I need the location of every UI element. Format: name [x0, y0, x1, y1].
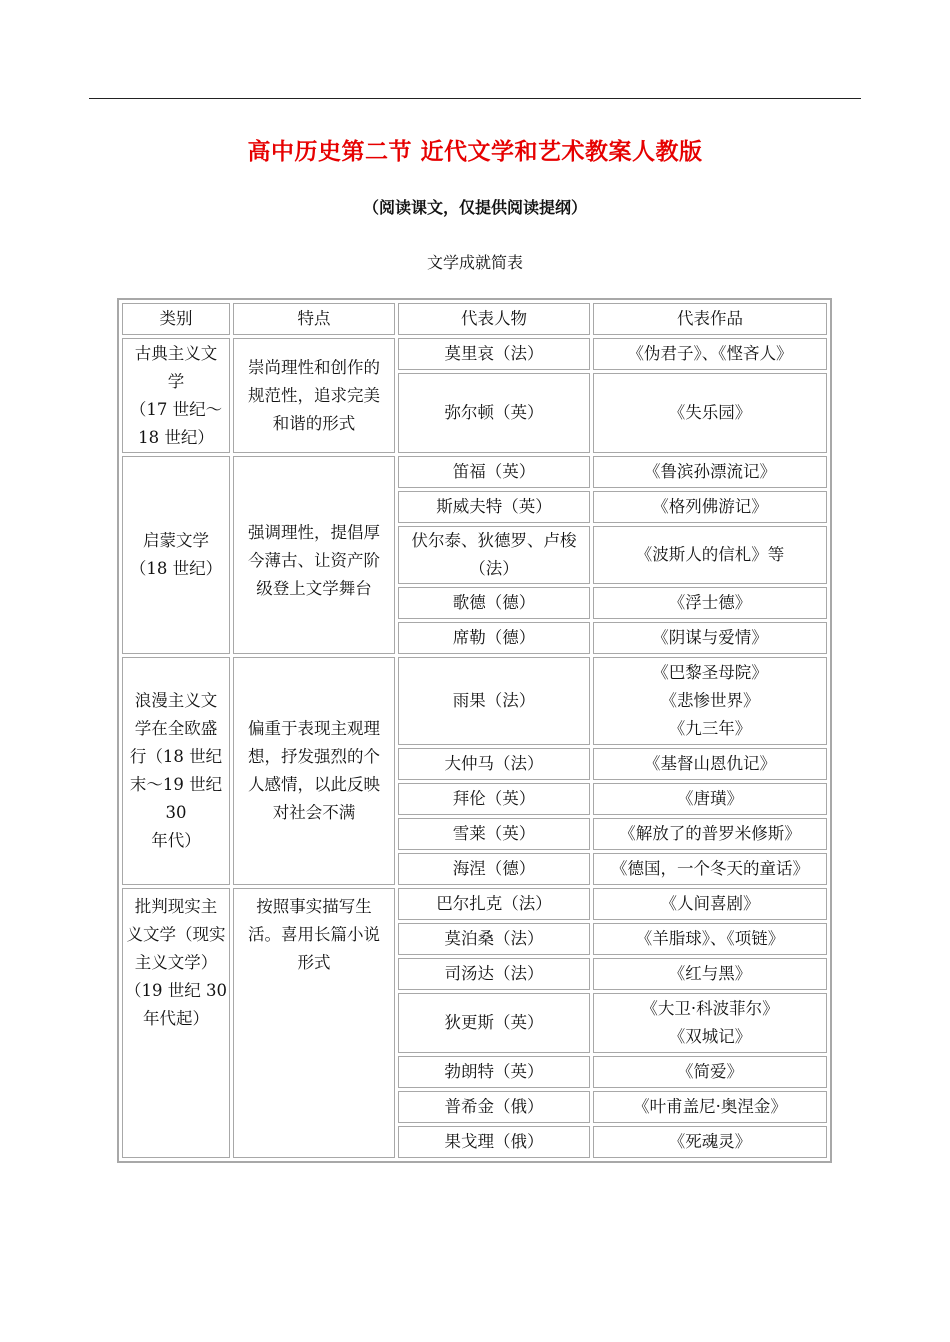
person-cell: 狄更斯（英）: [398, 993, 590, 1053]
page-subtitle: （阅读课文，仅提供阅读提纲）: [362, 198, 587, 217]
work-title: 《悲惨世界》: [660, 691, 760, 710]
category-line: 启蒙文学: [143, 531, 209, 550]
work-title: 《巴黎圣母院》: [652, 663, 768, 682]
table-row: [122, 456, 827, 488]
work-title: 《德国，一个冬天的童话》: [611, 859, 809, 878]
person-cell: 笛福（英）: [398, 456, 590, 488]
works-cell: [593, 338, 827, 370]
table-body: [122, 338, 827, 1158]
work-title: 《唐璜》: [677, 789, 743, 808]
work-title: 《鲁滨孙漂流记》: [644, 462, 776, 481]
feature-cell: [233, 888, 395, 1158]
table-row: [122, 338, 827, 370]
works-cell: [593, 622, 827, 654]
feature-line: 人感情，以此反映: [248, 775, 380, 794]
category-line: 义文学（现实: [126, 925, 226, 944]
category-line: 30: [165, 803, 187, 822]
work-title: 《格列佛游记》: [652, 497, 768, 516]
feature-line: 对社会不满: [272, 803, 356, 822]
work-title: 《失乐园》: [668, 403, 752, 422]
header-person: 代表人物: [398, 303, 590, 335]
person-cell: 普希金（俄）: [398, 1091, 590, 1123]
feature-line: 和谐的形式: [272, 413, 356, 433]
feature-line: 规范性，追求完美: [248, 385, 380, 405]
category-line: （18 世纪）: [129, 559, 223, 578]
works-cell: [593, 853, 827, 885]
person-line: 伏尔泰、狄德罗、卢梭: [411, 531, 577, 550]
person-cell: 弥尔顿（英）: [398, 373, 590, 453]
feature-line: 强调理性，提倡厚: [248, 523, 380, 542]
feature-line: 形式: [297, 953, 331, 972]
work-title: 《九三年》: [668, 719, 752, 738]
work-title: 《基督山恩仇记》: [644, 754, 776, 773]
person-cell: 歌德（德）: [398, 587, 590, 619]
work-title: 《叶甫盖尼·奥涅金》: [633, 1097, 787, 1116]
works-cell: [593, 491, 827, 523]
person-cell: 勃朗特（英）: [398, 1056, 590, 1088]
category-cell: [122, 888, 230, 1158]
work-title: 《双城记》: [668, 1027, 752, 1046]
category-line: （19 世纪 30: [125, 981, 227, 1000]
person-cell: 雪莱（英）: [398, 818, 590, 850]
feature-line: 按照事实描写生: [256, 897, 372, 916]
works-cell: [593, 456, 827, 488]
work-title: 《伪君子》、《悭吝人》: [627, 344, 793, 363]
works-cell: [593, 993, 827, 1053]
works-cell: [593, 526, 827, 584]
table-header-row: [122, 303, 827, 335]
work-title: 《大卫·科波菲尔》: [641, 999, 779, 1018]
work-title: 《简爱》: [677, 1062, 743, 1081]
category-line: 18 世纪）: [138, 427, 214, 447]
literature-table: [117, 298, 832, 1163]
table-row: [122, 888, 827, 920]
person-cell: 雨果（法）: [398, 657, 590, 745]
works-cell: [593, 1091, 827, 1123]
header-category: 类别: [122, 303, 230, 335]
person-cell: 海涅（德）: [398, 853, 590, 885]
category-line: 行（18 世纪: [129, 747, 223, 766]
person-cell: 斯威夫特（英）: [398, 491, 590, 523]
works-cell: [593, 818, 827, 850]
feature-cell: [233, 456, 395, 654]
work-title: 《解放了的普罗米修斯》: [619, 824, 801, 843]
category-cell: [122, 338, 230, 453]
work-title: 《红与黑》: [668, 964, 752, 983]
page-title: 高中历史第二节 近代文学和艺术教案人教版: [247, 138, 703, 165]
works-cell: [593, 923, 827, 955]
work-title: 《阴谋与爱情》: [652, 628, 768, 647]
feature-line: 活。喜用长篇小说: [248, 925, 380, 944]
works-cell: [593, 958, 827, 990]
works-cell: [593, 1126, 827, 1158]
person-cell: 拜伦（英）: [398, 783, 590, 815]
work-title: 《人间喜剧》: [660, 894, 760, 913]
category-cell: [122, 456, 230, 654]
person-cell: 果戈理（俄）: [398, 1126, 590, 1158]
category-line: 学在全欧盛: [134, 719, 218, 738]
person-cell: 席勒（德）: [398, 622, 590, 654]
person-cell: 莫里哀（法）: [398, 338, 590, 370]
feature-cell: [233, 338, 395, 453]
work-title: 《死魂灵》: [668, 1132, 752, 1151]
category-line: 批判现实主: [134, 897, 218, 916]
work-title: 《浮士德》: [668, 593, 752, 612]
works-cell: [593, 783, 827, 815]
header-feature: 特点: [233, 303, 395, 335]
works-cell: [593, 1056, 827, 1088]
person-cell: 莫泊桑（法）: [398, 923, 590, 955]
feature-line: 级登上文学舞台: [256, 579, 372, 598]
person-cell: 大仲马（法）: [398, 748, 590, 780]
category-line: 学: [167, 371, 185, 391]
feature-line: 偏重于表现主观理: [248, 719, 380, 738]
works-cell: [593, 888, 827, 920]
header-rule: [89, 98, 861, 99]
table-caption: 文学成就简表: [426, 253, 523, 272]
person-cell: 司汤达（法）: [398, 958, 590, 990]
category-line: （17 世纪～: [129, 399, 223, 419]
category-line: 浪漫主义文: [134, 691, 218, 710]
category-line: 古典主义文: [134, 343, 218, 363]
header-works: 代表作品: [593, 303, 827, 335]
category-cell: [122, 657, 230, 885]
feature-line: 崇尚理性和创作的: [248, 357, 380, 377]
feature-line: 想，抒发强烈的个: [248, 747, 380, 766]
person-line: （法）: [469, 559, 519, 578]
table-row: [122, 657, 827, 745]
work-title: 《羊脂球》、《项链》: [635, 929, 785, 948]
work-title: 《波斯人的信札》等: [635, 545, 785, 564]
feature-line: 今薄古、让资产阶: [248, 551, 380, 570]
category-line: 年代）: [151, 831, 201, 850]
category-line: 主义文学）: [134, 953, 218, 972]
works-cell: [593, 748, 827, 780]
category-line: 末～19 世纪: [129, 775, 223, 794]
person-cell: 巴尔扎克（法）: [398, 888, 590, 920]
person-cell: [398, 526, 590, 584]
category-line: 年代起）: [143, 1009, 209, 1028]
works-cell: [593, 587, 827, 619]
feature-cell: [233, 657, 395, 885]
works-cell: [593, 373, 827, 453]
works-cell: [593, 657, 827, 745]
